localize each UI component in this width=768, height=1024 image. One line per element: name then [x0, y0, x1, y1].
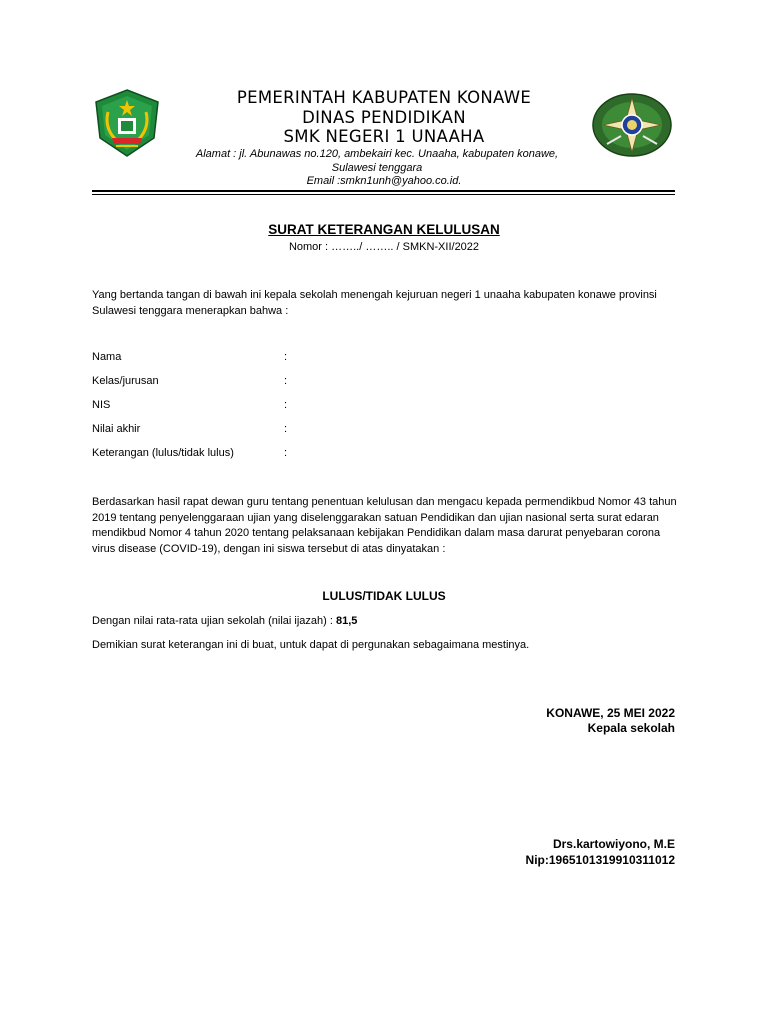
header-divider-thick: [92, 190, 675, 192]
intro-paragraph: Yang bertanda tangan di bawah ini kepala sekolah menengah kejuruan negeri 1 unaaha kabupaten konawe provinsi Sulawesi tenggara menerapkan bahwa :: [92, 289, 657, 317]
document-title: SURAT KETERANGAN KELULUSAN: [268, 222, 500, 237]
signatory-name: Drs.kartowiyono, M.E: [552, 837, 675, 851]
header-school-name: SMK NEGERI 1 UNAAHA: [283, 127, 485, 146]
header-email: Email :smkn1unh@yahoo.co.id.: [306, 175, 462, 187]
header-divider-thin: [92, 194, 675, 195]
average-score-line: [92, 615, 357, 627]
field-label-keterangan: Keterangan (lulus/tidak lulus): [92, 447, 234, 459]
field-colon-keterangan: :: [284, 447, 288, 459]
document-number: Nomor : ……../ …….. / SMKN-XII/2022: [288, 241, 480, 253]
field-colon-nilai-akhir: :: [284, 423, 288, 435]
header-department-name: DINAS PENDIDIKAN: [302, 108, 466, 127]
field-colon-kelas-jurusan: :: [284, 375, 288, 387]
header-address: Alamat : jl. Abunawas no.120, ambekairi kec. Unaaha, kabupaten konawe, Sulawesi tenggara: [195, 148, 559, 174]
signatory-nip: Nip:1965101319910311012: [525, 853, 675, 867]
average-score-label: Dengan nilai rata-rata ujian sekolah (nilai ijazah) :: [92, 615, 333, 627]
field-label-nama: Nama: [92, 351, 122, 363]
field-label-kelas-jurusan: Kelas/jurusan: [92, 375, 159, 387]
header-government-name: PEMERINTAH KABUPATEN KONAWE: [236, 88, 532, 107]
field-colon-nama: :: [284, 351, 288, 363]
field-label-nis: NIS: [92, 399, 111, 411]
field-label-nilai-akhir: Nilai akhir: [92, 423, 141, 435]
field-colon-nis: :: [284, 399, 288, 411]
average-score-value: 81,5: [335, 615, 358, 627]
graduation-status: LULUS/TIDAK LULUS: [322, 589, 446, 603]
closing-statement: Demikian surat keterangan ini di buat, untuk dapat di pergunakan sebagaimana mestinya.: [92, 639, 530, 651]
signature-place-date: KONAWE, 25 MEI 2022: [546, 706, 675, 720]
basis-paragraph: Berdasarkan hasil rapat dewan guru tentang penentuan kelulusan dan mengacu kepada permendikbud Nomor 43 tahun 2019 tentang penyelenggaraan ujian yang diselenggarakan satuan Pendidikan dan ujian nasional serta surat edaran mendikbud Nomor 4 tahun 2020 tentang pelaksanaan kebijakan Pendidikan dalam masa darurat penyebaran corona virus disease (COVID-19), dengan ini siswa tersebut di atas dinyatakan :: [92, 496, 677, 555]
signature-title: Kepala sekolah: [587, 721, 675, 735]
